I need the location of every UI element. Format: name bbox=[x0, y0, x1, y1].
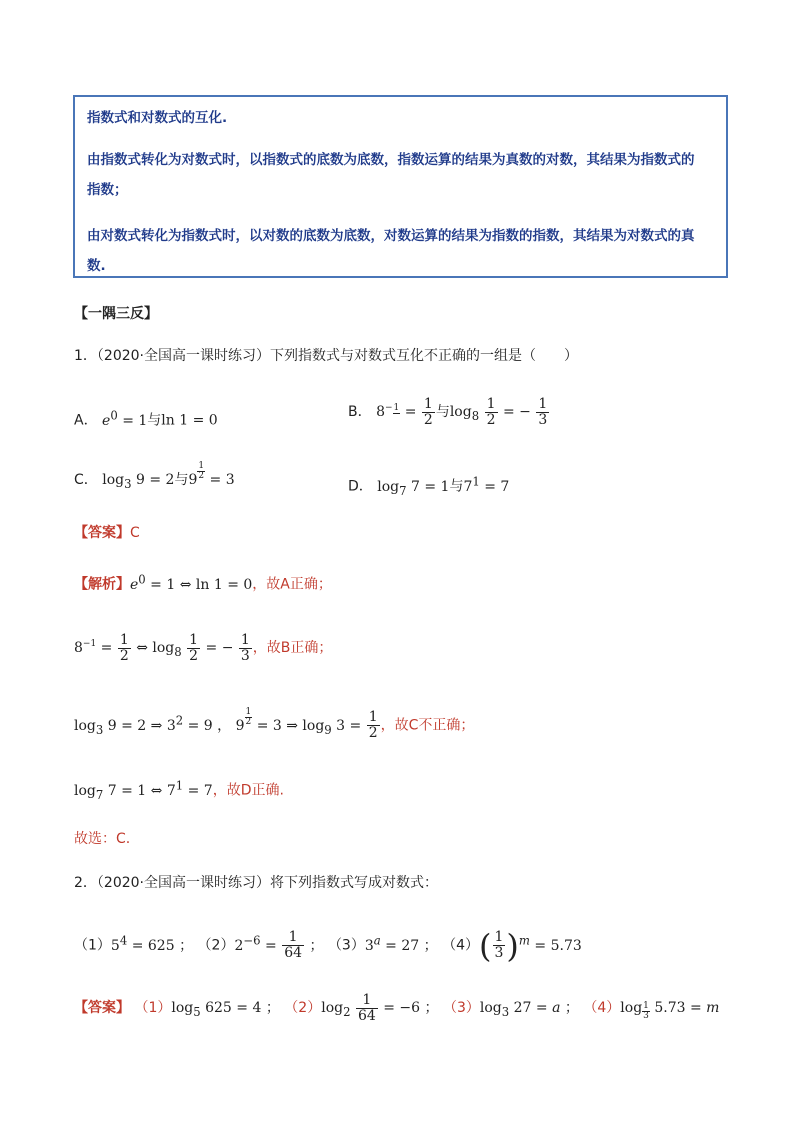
option-c-math-1: $\log_3 9 = 2$ bbox=[102, 472, 175, 491]
option-b-math-2: $\log_8$ $\frac{1}{2}$ = − $\frac{1}{3}$ bbox=[449, 395, 548, 428]
box-line-1: 指数式和对数式的互化. bbox=[87, 110, 228, 126]
analysis-2-math: 8−1 = $\frac{1}{2}$ ⇔ $\log_8$ $\frac{1}{2}$ = − $\frac{1}{3}$ bbox=[74, 631, 250, 664]
q1-option-d: D． $\log_7 7 = 1$与$7^1 = 7$ bbox=[348, 474, 510, 498]
option-d-math-2: $7^1 = 7$ bbox=[463, 474, 510, 495]
q1-analysis-1: 【解析】$e^0 = 1$ ⇔ ln 1 = 0，故A正确； bbox=[74, 572, 332, 593]
q1-option-b: B． 8−1 = $\frac{1}{2}$ 与$\log_8$ $\frac{1}{2}$ = − $\frac{1}{3}$ bbox=[348, 392, 550, 436]
analysis-3-math: $\log_3 9 = 2$ ⇒ $3^2 = 9$ ， 9 $\frac{1}{2}$ = 3 ⇒ $\log_9 3$ = $\frac{1}{2}$ bbox=[74, 707, 378, 742]
q2-answer-3: $\log_3 27 = a$ ； bbox=[479, 1000, 579, 1019]
q1-analysis-3: $\log_3 9 = 2$ ⇒ $3^2 = 9$ ， 9 $\frac{1}{2}$ = 3 ⇒ $\log_9 3$ = $\frac{1}{2}$ ，故C不正确； bbox=[74, 707, 475, 742]
q1-analysis-4: $\log_7 7 = 1$ ⇔ $7^1 = 7$，故D正确. bbox=[74, 778, 284, 802]
option-d-math-1: $\log_7 7 = 1$ bbox=[377, 478, 450, 498]
analysis-1-math: $e^0 = 1$ ⇔ ln 1 = 0 bbox=[130, 572, 253, 593]
q2-items: $(1)5^4 = 625$ ； $(2)2^{-6}$ = $\frac{1}{64}$ ； $(3)3^a = 27$ ； （4）( $\frac{1}{3}$ )$^m$ = 5.73 bbox=[74, 926, 582, 965]
q2-answer-4: log $_{\frac{1}{3}}$ 5.73 = m bbox=[620, 1000, 720, 1022]
q2-item-3: $3^a = 27$ ； bbox=[364, 933, 438, 954]
q2-item-4: ( $\frac{1}{3}$ )$^m$ = 5.73 bbox=[479, 926, 582, 965]
q2-item-1: $5^4 = 625$ ； bbox=[110, 933, 194, 954]
option-a-math-2: ln 1 = 0 bbox=[161, 412, 218, 429]
q1-analysis-2: 8−1 = $\frac{1}{2}$ ⇔ $\log_8$ $\frac{1}{2}$ = − $\frac{1}{3}$ ，故B正确； bbox=[74, 631, 333, 664]
option-b-math-1: 8−1 = $\frac{1}{2}$ bbox=[376, 395, 433, 428]
q1-choose: 故选：C. bbox=[74, 831, 131, 847]
q2-answer-1: $\log_5 625 = 4$ ； bbox=[171, 1000, 280, 1019]
box-line-2b: 指数； bbox=[87, 182, 128, 198]
q2-answer: 【答案】 $(1)\log_5$ 625 = 4 ； $(2)\log_2$ $\frac{1}{64}$ = −6 ； $(3)\log_3$ 27 = a ； （4）log $_{\frac{1}{3}}$ 5.73 = m bbox=[74, 991, 720, 1024]
option-a-math-1: $e^0 = 1$ bbox=[102, 408, 148, 429]
q2-stem: 2．（2020·全国高一课时练习）将下列指数式写成对数式： bbox=[74, 875, 438, 891]
q1-option-a: A． $e^0 = 1$与ln 1 = 0 bbox=[74, 408, 218, 429]
q1-option-c: C． $\log_3 9 = 2$与9 $\frac{1}{2}$ = 3 bbox=[74, 461, 235, 491]
section-title: 【一隅三反】 bbox=[74, 306, 158, 322]
option-c-math-2: 9 $\frac{1}{2}$ = 3 bbox=[188, 461, 235, 488]
q2-item-2: $2^{-6}$ = $\frac{1}{64}$ ； bbox=[234, 929, 324, 962]
box-line-2a: 由指数式转化为对数式时，以指数式的底数为底数，指数运算的结果为真数的对数，其结果为指数式的 bbox=[87, 152, 695, 168]
q1-answer: 【答案】C bbox=[74, 525, 140, 541]
q1-stem: 1．（2020·全国高一课时练习）下列指数式与对数式互化不正确的一组是（ ） bbox=[74, 348, 578, 364]
q2-answer-2: $\log_2$ $\frac{1}{64}$ = −6 ； bbox=[321, 991, 439, 1024]
key-point-box bbox=[73, 95, 728, 278]
box-line-3a: 由对数式转化为指数式时，以对数的底数为底数，对数运算的结果为指数的指数，其结果为对数式的真 bbox=[87, 228, 695, 244]
box-line-3b: 数. bbox=[87, 258, 106, 274]
analysis-4-math: $\log_7 7 = 1$ ⇔ $7^1 = 7$ bbox=[74, 778, 213, 802]
